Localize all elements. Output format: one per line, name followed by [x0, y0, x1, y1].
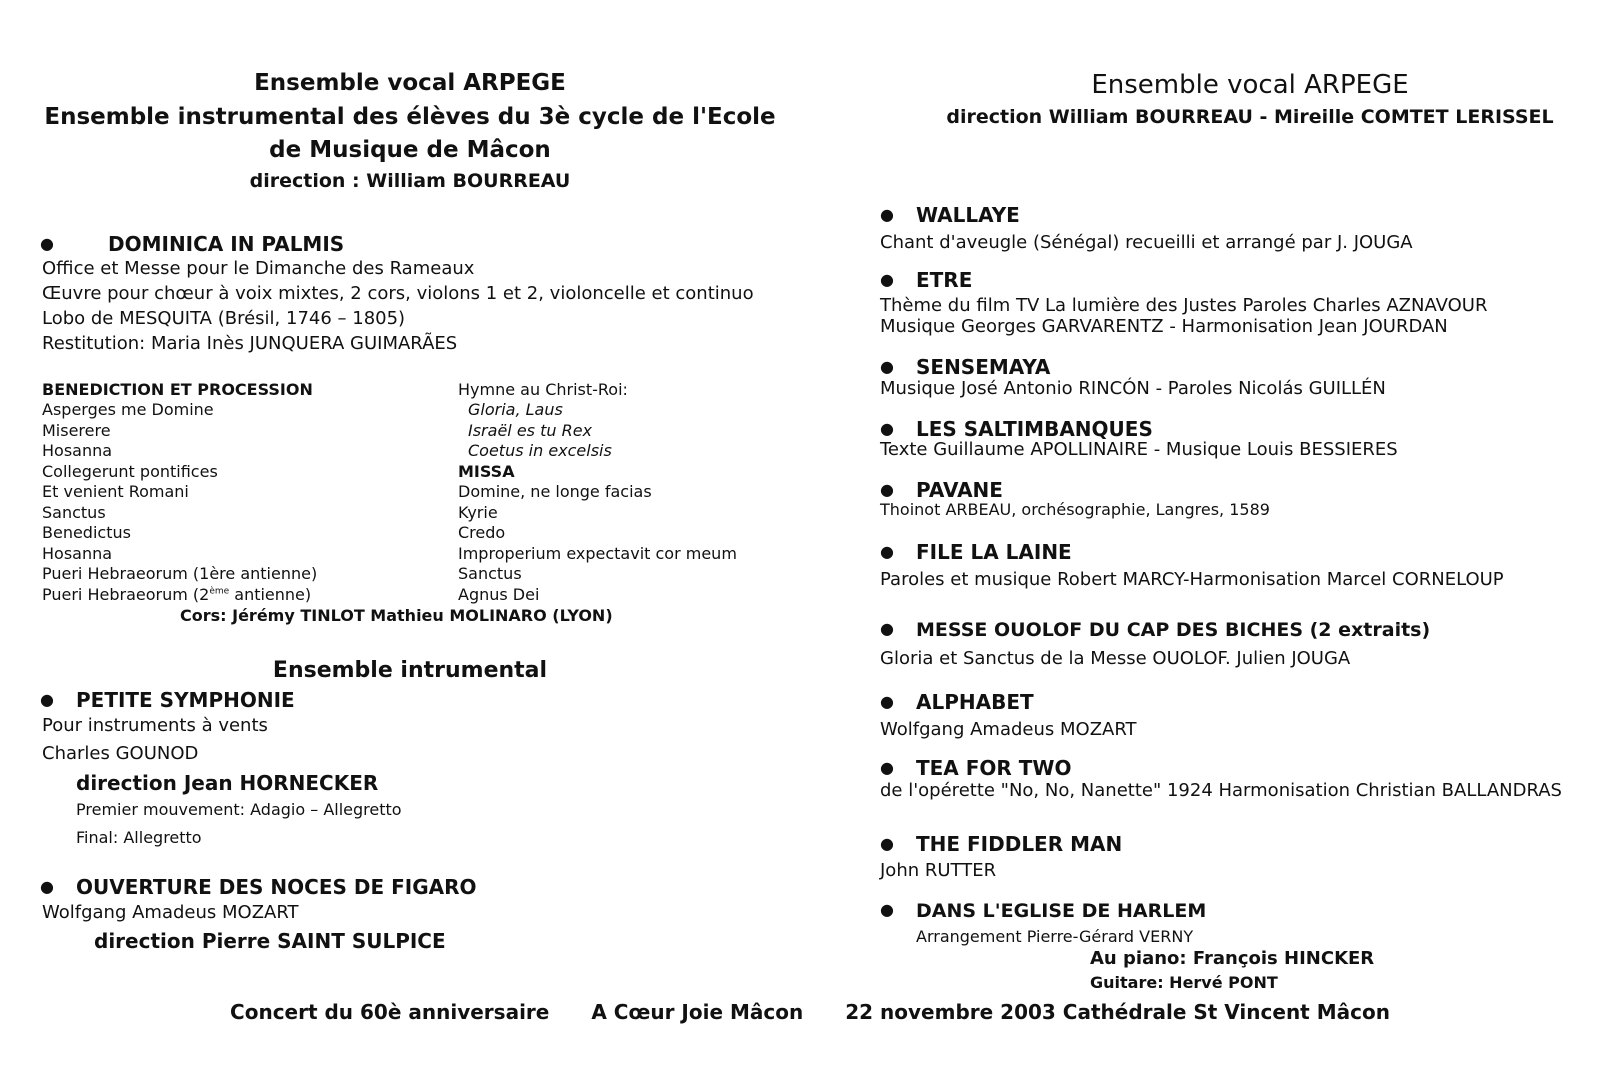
procession-item: Collegerunt pontifices	[42, 462, 218, 481]
missa-item: Agnus Dei	[458, 585, 540, 604]
hymne-item: Israël es tu Rex	[468, 421, 593, 440]
program-item-title: ● LES SALTIMBANQUES	[880, 417, 1153, 441]
dominica-line: Lobo de MESQUITA (Brésil, 1746 – 1805)	[42, 308, 406, 329]
procession-item: Asperges me Domine	[42, 400, 214, 419]
footer-organizer: A Cœur Joie Mâcon	[591, 1000, 804, 1024]
petite-movement: Final: Allegretto	[76, 828, 202, 847]
program-item-detail: de l'opérette "No, No, Nanette" 1924 Harmonisation Christian BALLANDRAS	[880, 780, 1562, 801]
figaro-direction: direction Pierre SAINT SULPICE	[94, 929, 446, 953]
procession-item: Miserere	[42, 421, 111, 440]
dominica-line: Office et Messe pour le Dimanche des Rameaux	[42, 258, 475, 279]
figaro-composer: Wolfgang Amadeus MOZART	[42, 902, 299, 923]
program-item-title: ● ETRE	[880, 268, 973, 292]
missa-item: Kyrie	[458, 503, 498, 522]
program-item-detail: Wolfgang Amadeus MOZART	[880, 719, 1137, 740]
hymne-item: Coetus in excelsis	[468, 441, 612, 460]
program-item-detail: Thème du film TV La lumière des Justes Paroles Charles AZNAVOUR	[880, 295, 1488, 316]
right-header-direction: direction William BOURREAU - Mireille COMTET LERISSEL	[946, 106, 1554, 128]
figaro-title: ● OUVERTURE DES NOCES DE FIGARO	[40, 875, 477, 899]
program-item-detail: Arrangement Pierre-Gérard VERNY	[916, 927, 1194, 946]
petite-title: ● PETITE SYMPHONIE	[40, 688, 295, 712]
left-header-direction: direction : William BOURREAU	[249, 170, 571, 192]
program-item-title: ● TEA FOR TWO	[880, 756, 1072, 780]
missa-item: Domine, ne longe facias	[458, 482, 652, 501]
program-item-title: ● MESSE OUOLOF DU CAP DES BICHES (2 extraits)	[880, 619, 1431, 641]
petite-line: Pour instruments à vents	[42, 715, 268, 736]
procession-item: Benedictus	[42, 523, 131, 542]
program-item-title: ● FILE LA LAINE	[880, 540, 1072, 564]
missa-item: Credo	[458, 523, 506, 542]
missa-item: Improperium expectavit cor meum	[458, 544, 737, 563]
program-item-detail: Chant d'aveugle (Sénégal) recueilli et arrangé par J. JOUGA	[880, 232, 1413, 253]
program-item-detail: John RUTTER	[880, 860, 997, 881]
procession-item: Sanctus	[42, 503, 106, 522]
program-item-title: ● ALPHABET	[880, 690, 1034, 714]
program-item-title: ● WALLAYE	[880, 203, 1020, 227]
hymne-item: Gloria, Laus	[468, 400, 563, 419]
dominica-line: Restitution: Maria Inès JUNQUERA GUIMARÃES	[42, 333, 458, 354]
program-item-title: ● DANS L'EGLISE DE HARLEM	[880, 900, 1207, 922]
dominica-title: ● DOMINICA IN PALMIS	[40, 232, 345, 256]
missa-item: Sanctus	[458, 564, 522, 583]
left-header-instrumental: Ensemble instrumental des élèves du 3è cycle de l'Ecole	[44, 104, 776, 130]
program-item-detail: Texte Guillaume APOLLINAIRE - Musique Louis BESSIERES	[880, 439, 1398, 460]
cors-credit: Cors: Jérémy TINLOT Mathieu MOLINARO (LYON)	[180, 606, 613, 625]
instrumental-heading: Ensemble intrumental	[272, 658, 548, 683]
program-item-detail: Musique Georges GARVARENTZ - Harmonisation Jean JOURDAN	[880, 316, 1448, 337]
procession-item: Et venient Romani	[42, 482, 189, 501]
right-header-ensemble: Ensemble vocal ARPEGE	[1091, 70, 1409, 100]
procession-heading: BENEDICTION ET PROCESSION	[42, 380, 313, 399]
left-header-school: de Musique de Mâcon	[269, 137, 551, 163]
piano-credit: Au piano: François HINCKER	[1090, 948, 1375, 969]
petite-movement: Premier mouvement: Adagio – Allegretto	[76, 800, 402, 819]
procession-item: Hosanna	[42, 441, 113, 460]
left-header-ensemble: Ensemble vocal ARPEGE	[254, 70, 566, 96]
guitar-credit: Guitare: Hervé PONT	[1090, 973, 1278, 992]
program-item-title: ● THE FIDDLER MAN	[880, 832, 1123, 856]
program-item-detail: Gloria et Sanctus de la Messe OUOLOF. Julien JOUGA	[880, 648, 1351, 669]
procession-item: Pueri Hebraeorum (2ème antienne)	[42, 585, 312, 604]
footer-date-venue: 22 novembre 2003 Cathédrale St Vincent Mâcon	[845, 1000, 1390, 1024]
missa-heading: MISSA	[458, 462, 515, 481]
procession-item: Hosanna	[42, 544, 113, 563]
dominica-line: Œuvre pour chœur à voix mixtes, 2 cors, violons 1 et 2, violoncelle et continuo	[42, 283, 754, 304]
procession-item: Pueri Hebraeorum (1ère antienne)	[42, 564, 318, 583]
program-item-detail: Thoinot ARBEAU, orchésographie, Langres, 1589	[880, 500, 1270, 519]
petite-composer: Charles GOUNOD	[42, 743, 199, 764]
program-item-detail: Paroles et musique Robert MARCY-Harmonisation Marcel CORNELOUP	[880, 569, 1504, 590]
hymne-heading: Hymne au Christ-Roi:	[458, 380, 628, 399]
petite-direction: direction Jean HORNECKER	[76, 771, 379, 795]
program-item-title: ● PAVANE	[880, 478, 1003, 502]
footer-anniversary: Concert du 60è anniversaire	[230, 1000, 550, 1024]
program-item-title: ● SENSEMAYA	[880, 355, 1051, 379]
program-item-detail: Musique José Antonio RINCÓN - Paroles Nicolás GUILLÉN	[880, 378, 1386, 399]
concert-footer	[0, 1000, 1620, 1024]
